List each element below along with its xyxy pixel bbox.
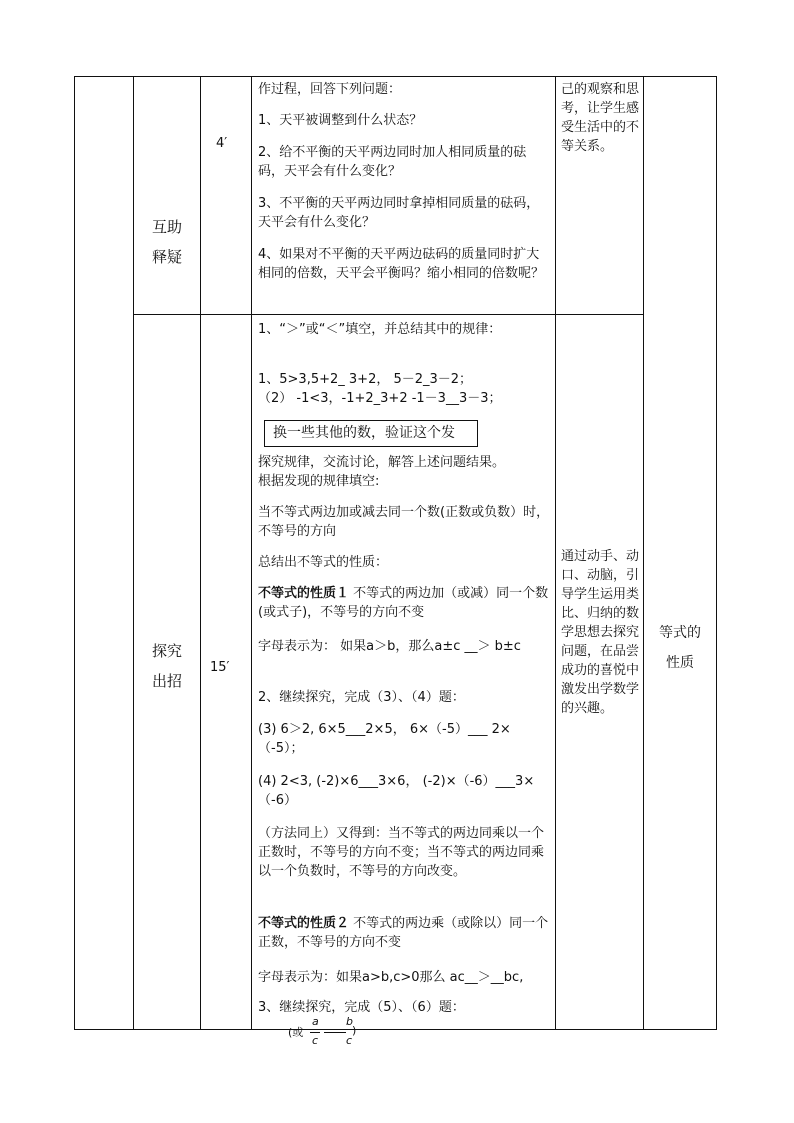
design-intent: 己的观察和思考，让学生感受生活中的不等关系。 (561, 82, 640, 154)
fraction-numerator: b (346, 1015, 353, 1028)
table-top-border (74, 76, 716, 77)
time-value: 4′ (216, 136, 228, 151)
property-2 (258, 914, 550, 952)
note-label: 等式的 性质 (659, 625, 701, 671)
fraction-numerator: a (312, 1015, 319, 1028)
property-2-text: 不等式的两边乘（或除以）同一个正数，不等号的方向不变 (258, 916, 549, 950)
activity-text: 4、如果对不平衡的天平两边砝码的质量同时扩大相同的倍数，天平会平衡吗？缩小相同的倍数呢？ (258, 247, 545, 281)
col-border (251, 76, 252, 1030)
activity-text: 3、不平衡的天平两边同时拿掉相同质量的砝码，天平会有什么变化？ (258, 196, 540, 230)
fraction-expression (288, 1013, 360, 1049)
fraction-denominator: c (346, 1034, 353, 1047)
activity-text: 1、天平被调整到什么状态？ (258, 113, 423, 128)
activity-text: (3) 6＞2, 6×5___2×5， 6×（-5）___ 2×（-5）； (258, 722, 511, 756)
activity-text: 1、“＞”或“＜”填空，并总结其中的规律： (258, 322, 502, 337)
stage-label: 探究 出招 (151, 642, 182, 690)
fraction-denominator: c (312, 1034, 319, 1047)
hint-box: 换一些其他的数，验证这个发 (264, 420, 478, 447)
activity-text: 1、5>3,5+2_ 3+2， 5－2_3－2； (258, 372, 473, 387)
fraction-bar (310, 1032, 320, 1033)
activity-text: 2、继续探究，完成（3）、（4）题： (258, 690, 465, 705)
activity-text: 探究规律，交流讨论，解答上述问题结果。 (258, 455, 506, 470)
activity-text: 当不等式两边加或减去同一个数(正数或负数）时，不等号的方向 (258, 505, 550, 539)
col-border (555, 76, 556, 1030)
col-border (643, 76, 644, 1030)
col-border (74, 76, 75, 1030)
property-1 (258, 584, 550, 622)
row-divider (133, 314, 644, 315)
activity-text: 3、继续探究，完成（5）、（6）题： (258, 1000, 465, 1015)
activity-text: 2、给不平衡的天平两边同时加人相同质量的砝码，天平会有什么变化？ (258, 145, 527, 179)
col-border (716, 76, 717, 1030)
activity-text: （2） -1<3，-1+2_3+2 -1－3__3－3； (258, 391, 502, 406)
col-border (200, 76, 201, 1030)
activity-text: (4) 2<3, (-2)×6___3×6， (-2)×（-6）___3×（-6） (258, 774, 535, 808)
property-1-text: 不等式的两边加（或减）同一个数(或式子)，不等号的方向不变 (258, 586, 549, 620)
property-1-title: 不等式的性质１ (258, 586, 350, 601)
stage-label: 互助 释疑 (151, 218, 182, 266)
time-value: 15′ (210, 660, 230, 675)
activity-text: 作过程，回答下列问题： (258, 82, 402, 97)
activity-text: 字母表示为：如果a>b,c>0那么 ac__＞__bc, (258, 970, 524, 985)
activity-text: 根据发现的规律填空: (258, 474, 380, 489)
activity-text: 字母表示为： 如果a＞b，那么a±c __＞ b±c (258, 639, 521, 654)
fraction-prefix: (或 (288, 1026, 304, 1039)
blank-line (324, 1032, 346, 1033)
design-intent: 通过动手、动口、动脑，引导学生运用类比、归纳的数学思想去探究问题，在品尝成功的喜悦中激发出学数学的兴趣。 (561, 549, 640, 716)
table-bottom-border (74, 1029, 716, 1030)
property-2-title: 不等式的性质２ (258, 916, 350, 931)
fraction-suffix: ) (352, 1024, 357, 1037)
activity-text: 总结出不等式的性质： (258, 555, 389, 570)
activity-text: （方法同上）又得到：当不等式的两边同乘以一个正数时，不等号的方向不变；当不等式的两边同乘以一个负数时，不等号的方向改变。 (258, 826, 545, 879)
